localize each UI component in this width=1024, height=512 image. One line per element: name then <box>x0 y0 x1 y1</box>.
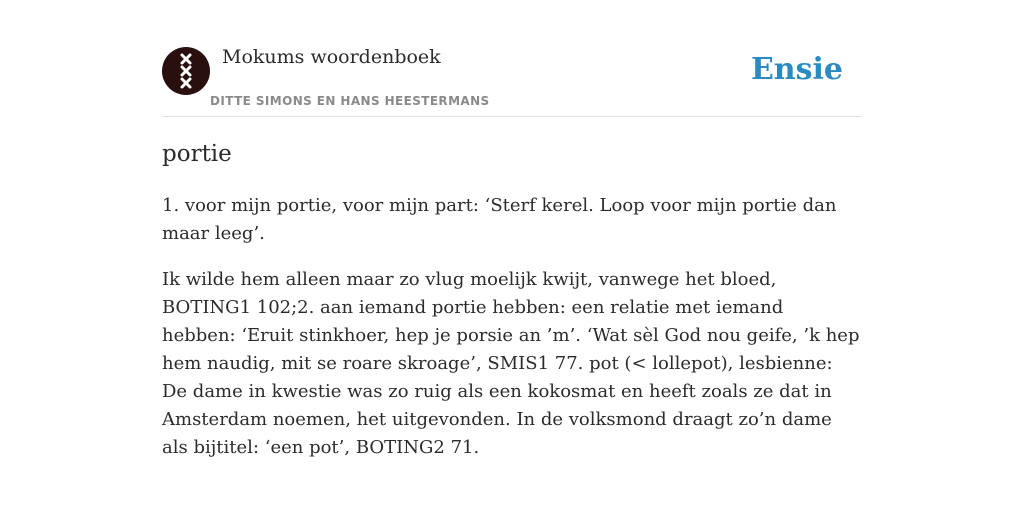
entry-definition-paragraph: 1. voor mijn portie, voor mijn part: ‘Sterf kerel. Loop voor mijn portie dan maar leeg’. <box>162 195 837 244</box>
dictionary-authors: DITTE SIMONS EN HANS HEESTERMANS <box>210 94 490 108</box>
entry-content <box>162 138 862 462</box>
header <box>162 0 862 117</box>
amsterdam-xxx-icon[interactable] <box>162 47 210 95</box>
brand-logo[interactable]: Ensie <box>750 52 843 87</box>
dictionary-title[interactable]: Mokums woordenboek <box>222 46 441 68</box>
entry-definition-paragraph: Ik wilde hem alleen maar zo vlug moelijk kwijt, vanwege het bloed, BOTING1 102;2. aan iemand portie hebben: een relatie met iemand hebben: ‘Eruit stinkhoer, hep je porsie an ’m’. ‘Wat sèl God nou geife, ’k hep hem naudig, mit se roare skroage’, SMIS1 77. pot (< lollepot), lesbienne: De dame in kwestie was zo ruig als een kokosmat en heeft zoals ze dat in Amsterdam noemen, het uitgevonden. In de volksmond draagt zo’n dame als bijtitel: ‘een pot’, BOTING2 71. <box>162 269 860 458</box>
entry-headword: portie <box>162 141 232 167</box>
